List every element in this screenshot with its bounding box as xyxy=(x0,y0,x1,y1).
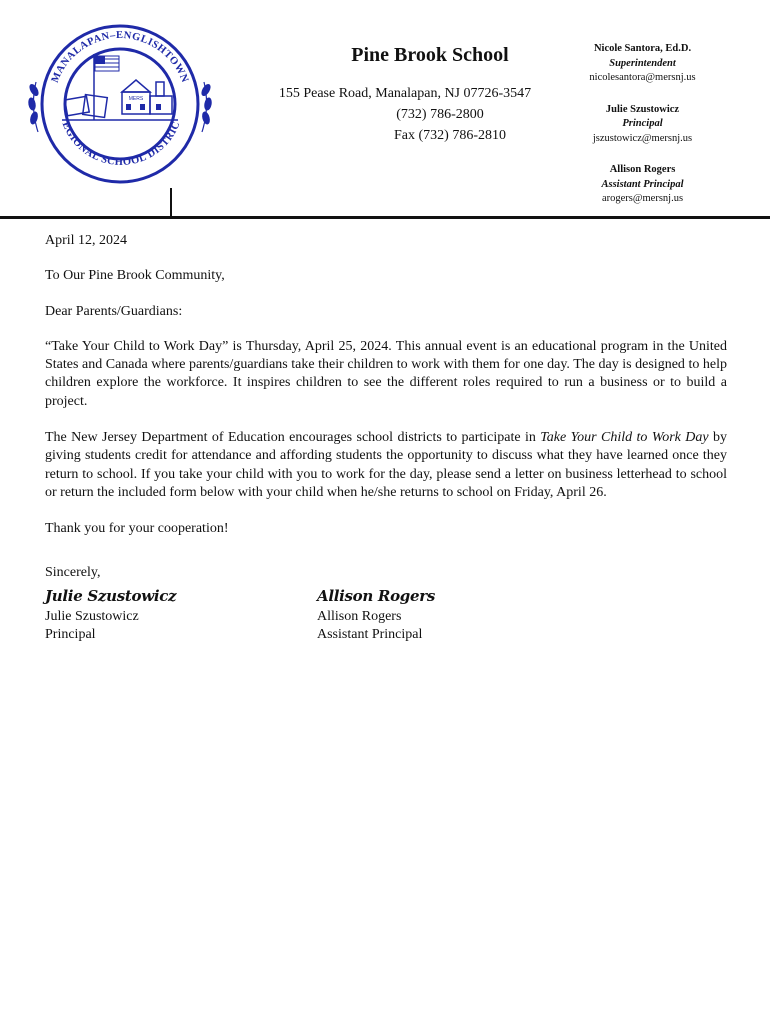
school-header xyxy=(260,44,560,146)
staff-assistant-principal xyxy=(570,163,715,207)
staff-principal xyxy=(570,103,715,147)
staff-email: nicolesantora@mersnj.us xyxy=(589,72,696,83)
letter-paragraph-2 xyxy=(45,429,727,502)
staff-directory xyxy=(570,42,715,224)
letter-date: April 12, 2024 xyxy=(45,233,128,248)
signature: Allison Rogers xyxy=(317,586,435,605)
letter-closing: Sincerely, xyxy=(45,564,101,580)
signer-title: Assistant Principal xyxy=(317,627,423,643)
logo-bottom-text: EGIONAL SCHOOL DISTRIC xyxy=(59,119,183,169)
signer-name: Julie Szustowicz xyxy=(45,608,139,624)
signer-title: Principal xyxy=(45,627,96,643)
staff-title: Superintendent xyxy=(609,57,676,69)
school-address: 155 Pease Road, Manalapan, NJ 07726-3547 xyxy=(278,86,532,101)
signature: Julie Szustowicz xyxy=(45,586,177,605)
staff-title: Assistant Principal xyxy=(601,178,684,190)
logo-building-sign: MERS xyxy=(128,96,144,102)
staff-email: arogers@mersnj.us xyxy=(601,193,684,204)
staff-title: Principal xyxy=(622,118,663,129)
staff-superintendent xyxy=(570,42,715,86)
signer-name: Allison Rogers xyxy=(317,608,402,624)
paragraph-2-text: The New Jersey Department of Education encourages school districts to participate in xyxy=(45,430,541,446)
district-seal-icon xyxy=(22,12,212,187)
district-logo xyxy=(22,12,212,187)
letter-community: To Our Pine Brook Community, xyxy=(45,268,225,284)
school-phone: (732) 786-2800 xyxy=(396,107,484,122)
signer-principal xyxy=(45,584,317,645)
letter-body xyxy=(45,232,727,644)
paragraph-2-text-end: by giving students credit for attendance and affording students the opportunity to discuss what they have learned once they return to school. If you take your child with you to work for the day, please send a letter on business letterhead to school or return the included form below with your child when he/she returns to school on Friday, April 26. xyxy=(45,430,728,500)
staff-email: jszustowicz@mersnj.us xyxy=(592,132,693,144)
letter-thanks: Thank you for your cooperation! xyxy=(45,521,229,537)
header-rule xyxy=(0,216,770,219)
letter-salutation: Dear Parents/Guardians: xyxy=(45,303,183,319)
paragraph-2-emphasis: Take Your Child to Work Day xyxy=(540,430,709,446)
logo-top-text: MANALAPAN–ENGLISHTOWN xyxy=(49,29,191,85)
letter-paragraph-1: “Take Your Child to Work Day” is Thursday, April 25, 2024. This annual event is an educational program in the United States and Canada where parents/guardians take their children to work with them for one day. The day is designed to help children explore the workforce. It inspires children to see the different roles required to run a business or to build a project. xyxy=(45,338,727,409)
staff-name: Allison Rogers xyxy=(609,164,676,175)
signer-assistant-principal xyxy=(317,584,589,645)
signature-row xyxy=(45,584,727,645)
school-name: Pine Brook School xyxy=(351,44,509,66)
school-fax: Fax (732) 786-2810 xyxy=(394,128,506,143)
staff-name: Nicole Santora, Ed.D. xyxy=(593,43,692,54)
header-tick-divider xyxy=(170,188,172,217)
staff-name: Julie Szustowicz xyxy=(605,103,680,115)
